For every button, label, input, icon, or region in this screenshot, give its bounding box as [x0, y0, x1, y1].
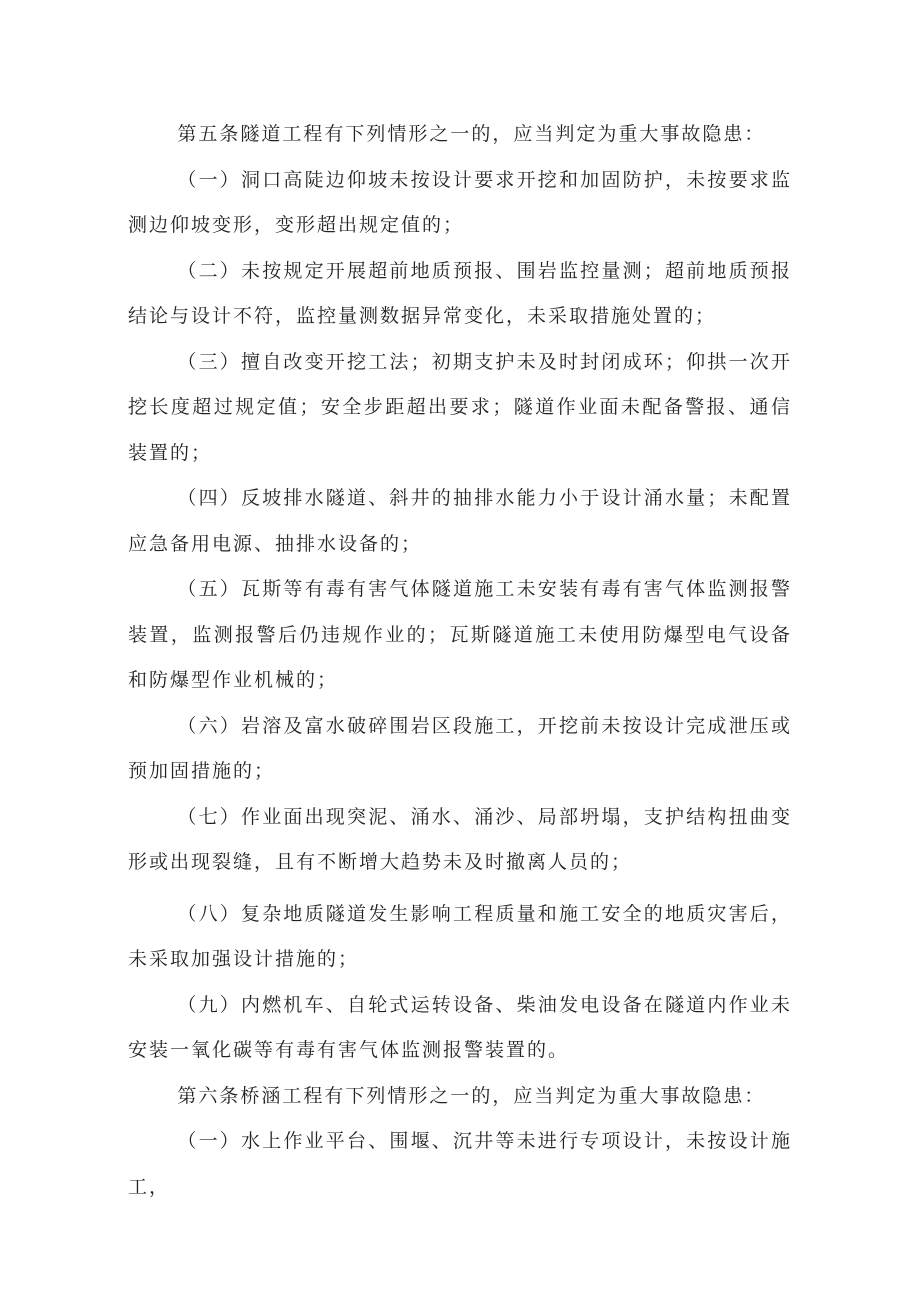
document-body: [128, 112, 792, 1210]
article-5-item-8: （八）复杂地质隧道发生影响工程质量和施工安全的地质灾害后，未采取加强设计措施的；: [128, 902, 792, 970]
article-6-item-1: （一）水上作业平台、围堰、沉井等未进行专项设计，未按设计施工，: [128, 1130, 792, 1198]
article-5-item-9: （九）内燃机车、自轮式运转设备、柴油发电设备在隧道内作业未安装一氧化碳等有毒有害气体监测报警装置的。: [128, 993, 792, 1061]
article-5-item-7: （七）作业面出现突泥、涌水、涌沙、局部坍塌，支护结构扭曲变形或出现裂缝，且有不断增大趋势未及时撤离人员的；: [128, 805, 792, 873]
article-5-item-1: （一）洞口高陡边仰坡未按设计要求开挖和加固防护，未按要求监测边仰坡变形，变形超出规定值的；: [128, 168, 792, 236]
article-5-item-6: （六）岩溶及富水破碎围岩区段施工，开挖前未按设计完成泄压或预加固措施的；: [128, 714, 792, 782]
article-5-item-3: （三）擅自改变开挖工法；初期支护未及时封闭成环；仰拱一次开挖长度超过规定值；安全步距超出要求；隧道作业面未配备警报、通信装置的；: [128, 350, 792, 464]
article-6-heading: 第六条桥涵工程有下列情形之一的，应当判定为重大事故隐患：: [177, 1084, 766, 1107]
article-5-item-5: （五）瓦斯等有毒有害气体隧道施工未安装有毒有害气体监测报警装置，监测报警后仍违规作业的；瓦斯隧道施工未使用防爆型电气设备和防爆型作业机械的；: [128, 578, 792, 691]
article-5-item-2: （二）未按规定开展超前地质预报、围岩监控量测；超前地质预报结论与设计不符，监控量测数据异常变化，未采取措施处置的；: [128, 259, 792, 327]
article-5-item-4: （四）反坡排水隧道、斜井的抽排水能力小于设计涌水量；未配置应急备用电源、抽排水设备的；: [128, 487, 792, 555]
article-5-heading: 第五条隧道工程有下列情形之一的，应当判定为重大事故隐患：: [177, 123, 766, 145]
